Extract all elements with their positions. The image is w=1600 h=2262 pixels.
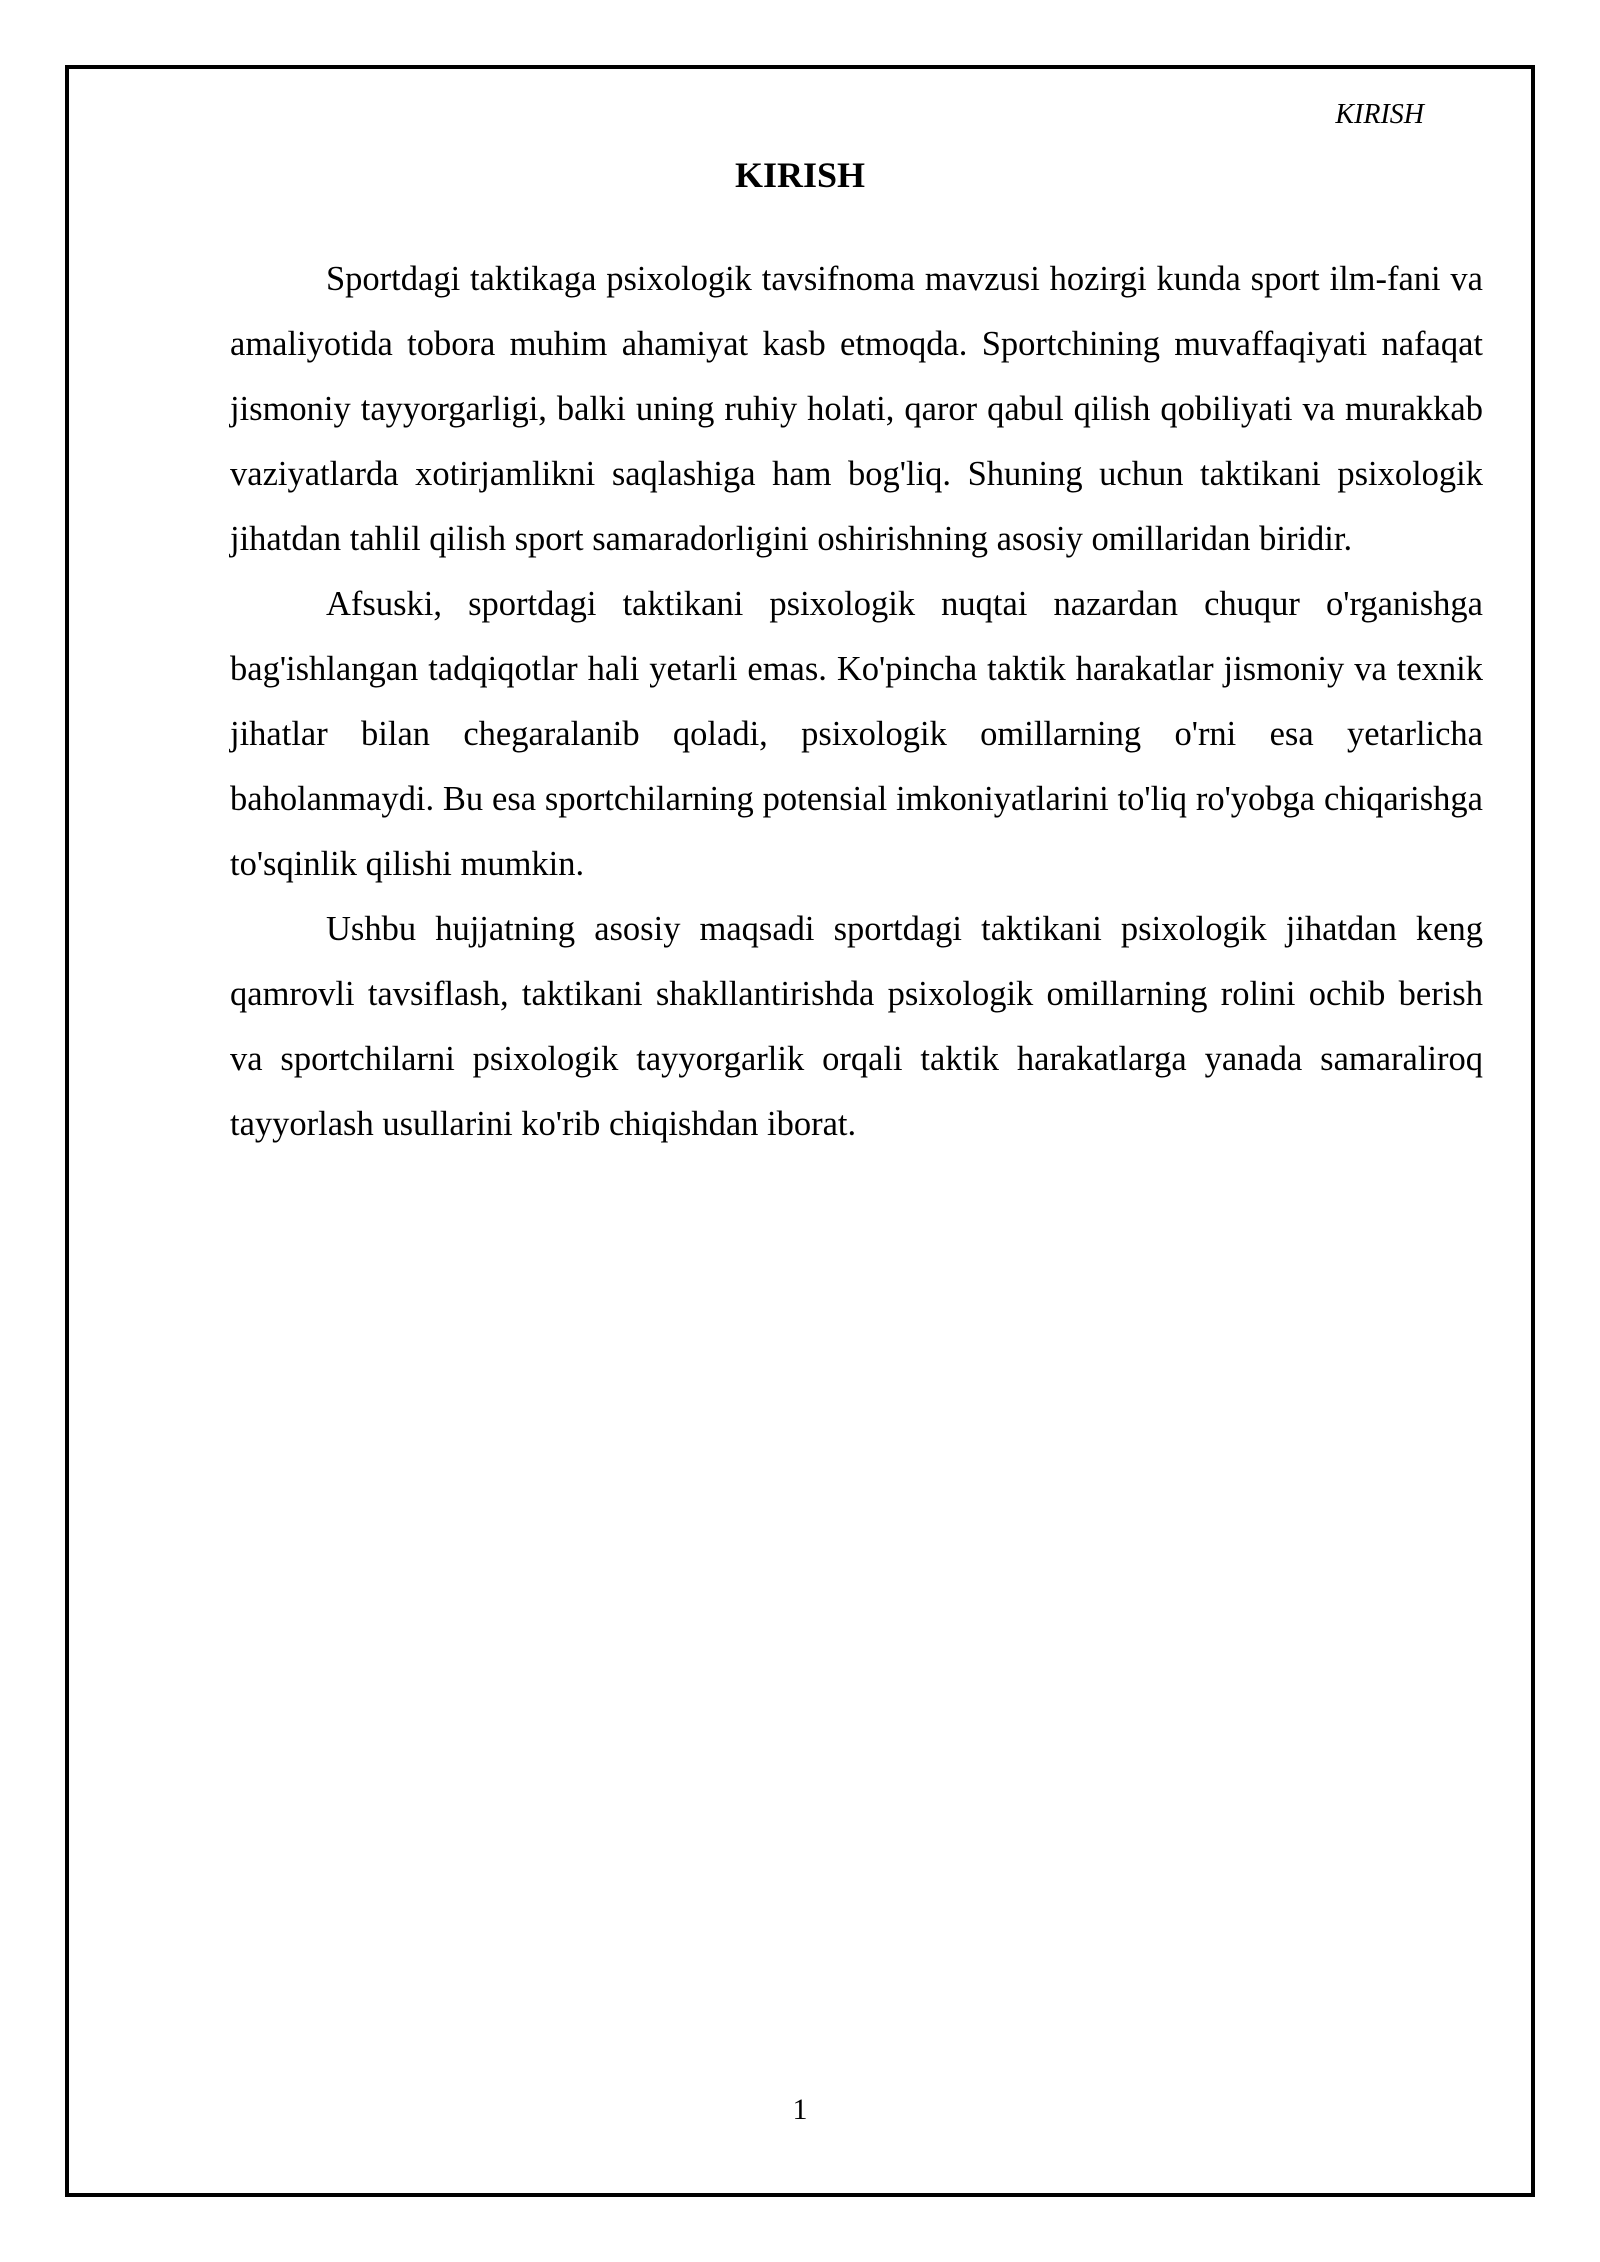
paragraph-2: Afsuski, sportdagi taktikani psixologik nuqtai nazardan chuqur o'rganishga bag'ishlangan tadqiqotlar hali yetarli emas. Ko'pincha taktik harakatlar jismoniy va texnik jihatlar bilan chegaralanib qoladi, psixologik omillarning o'rni esa yetarlicha baholanmaydi. Bu esa sportchilarning potensial imkoniyatlarini to'liq ro'yobga chiqarishga to'sqinlik qilishi mumkin. — [230, 585, 1483, 883]
page-frame — [65, 65, 1535, 2197]
page-number: 1 — [792, 2093, 808, 2126]
paragraph-3: Ushbu hujjatning asosiy maqsadi sportdagi taktikani psixologik jihatdan keng qamrovli tavsiflash, taktikani shakllantirishda psixologik omillarning rolini ochib berish va sportchilarni psixologik tayyorgarlik orqali taktik harakatlarga yanada samaraliroq tayyorlash usullarini ko'rib chiqishdan iborat. — [230, 910, 1483, 1143]
running-header: KIRISH — [1335, 99, 1424, 130]
body-text — [230, 247, 1483, 1157]
paragraph-1: Sportdagi taktikaga psixologik tavsifnoma mavzusi hozirgi kunda sport ilm-fani va amaliyotida tobora muhim ahamiyat kasb etmoqda. Sportchining muvaffaqiyati nafaqat jismoniy tayyorgarligi, balki uning ruhiy holati, qaror qabul qilish qobiliyati va murakkab vaziyatlarda xotirjamlikni saqlashiga ham bog'liq. Shuning uchun taktikani psixologik jihatdan tahlil qilish sport samaradorligini oshirishning asosiy omillaridan biridir. — [230, 260, 1483, 558]
page-title: KIRISH — [734, 155, 866, 195]
